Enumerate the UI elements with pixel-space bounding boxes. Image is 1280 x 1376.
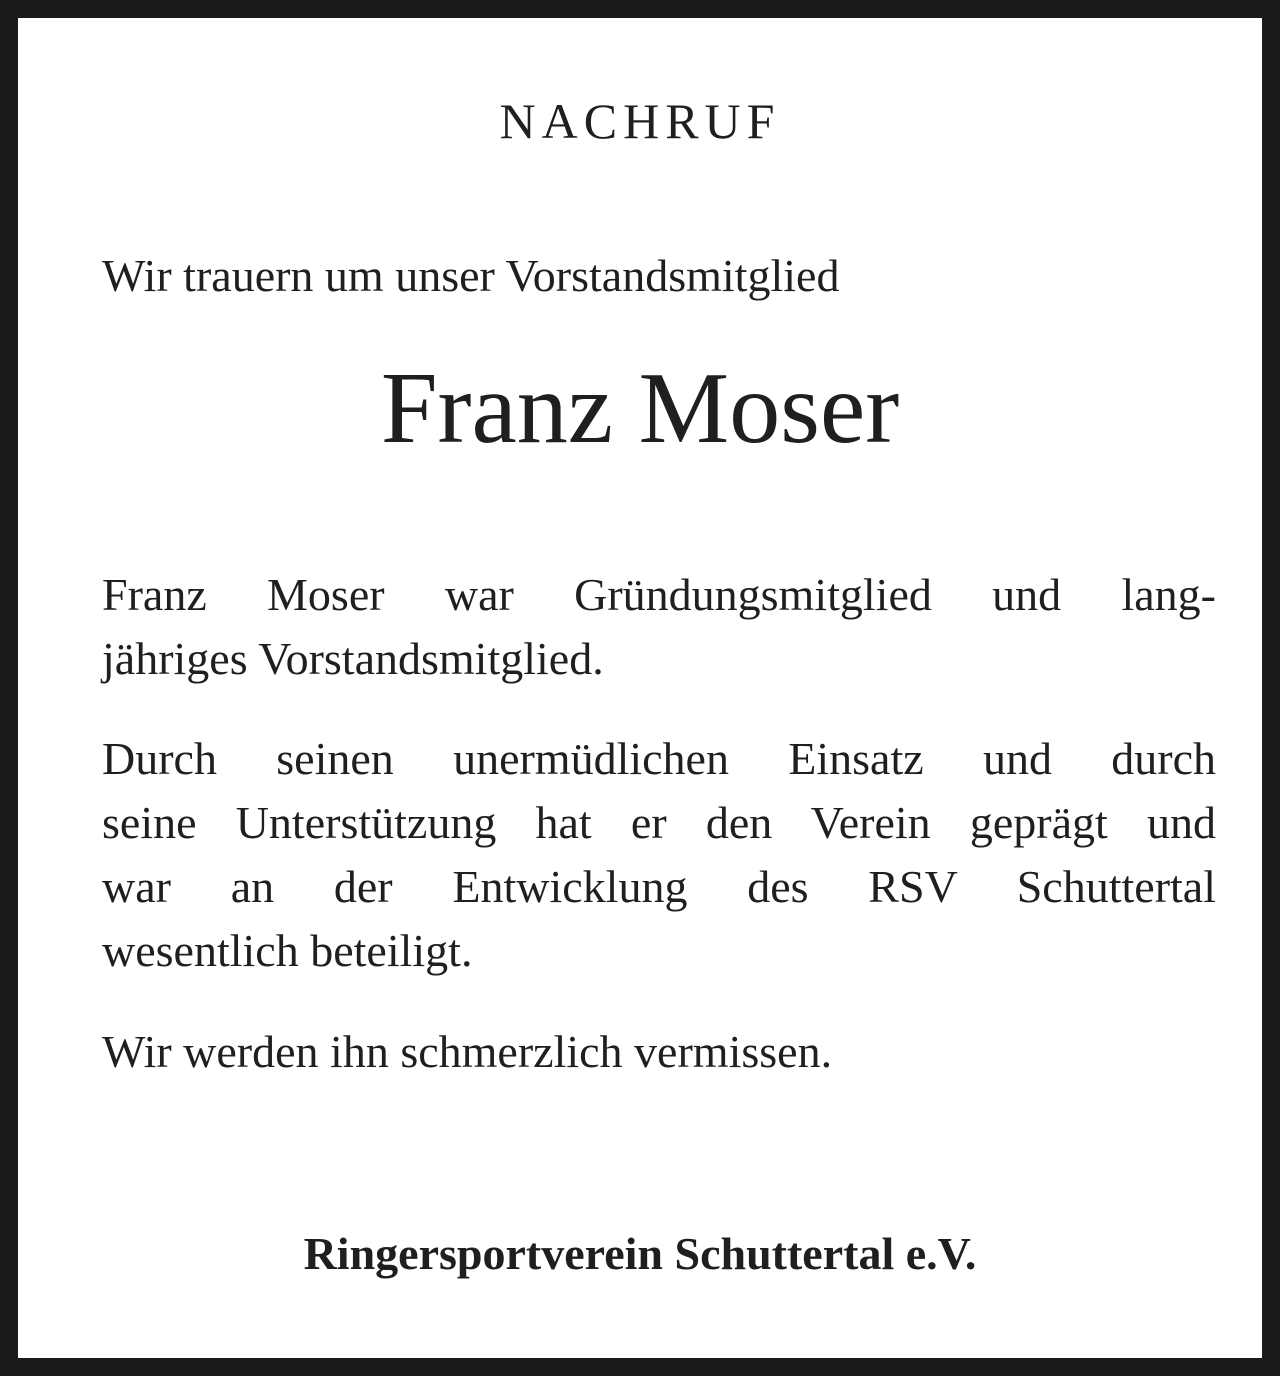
club-signature: Ringersportverein Schuttertal e.V.: [303, 1228, 977, 1279]
paragraph-line: Wir werden ihn schmerzlich vermissen.: [102, 1026, 833, 1077]
deceased-name: Franz Moser: [380, 352, 900, 465]
intro-line: Wir trauern um unser Vorstandsmitglied: [102, 250, 840, 301]
paragraph-line: Franz Moser war Gründungsmitglied und lang-: [102, 569, 1216, 620]
paragraph-line: seine Unterstützung hat er den Verein geprägt und: [102, 797, 1216, 848]
paragraph-line: wesentlich beteiligt.: [102, 925, 473, 976]
paragraph-line: Durch seinen unermüdlichen Einsatz und durch: [102, 733, 1216, 784]
paragraph-founding-member: [102, 563, 1216, 691]
notice-heading: NACHRUF: [499, 93, 781, 149]
paragraph-contribution: [102, 727, 1216, 983]
paragraph-line: war an der Entwicklung des RSV Schuttertal: [102, 861, 1216, 912]
paragraph-farewell: [102, 1020, 1216, 1084]
paragraph-line: jähriges Vorstandsmitglied.: [102, 633, 604, 684]
